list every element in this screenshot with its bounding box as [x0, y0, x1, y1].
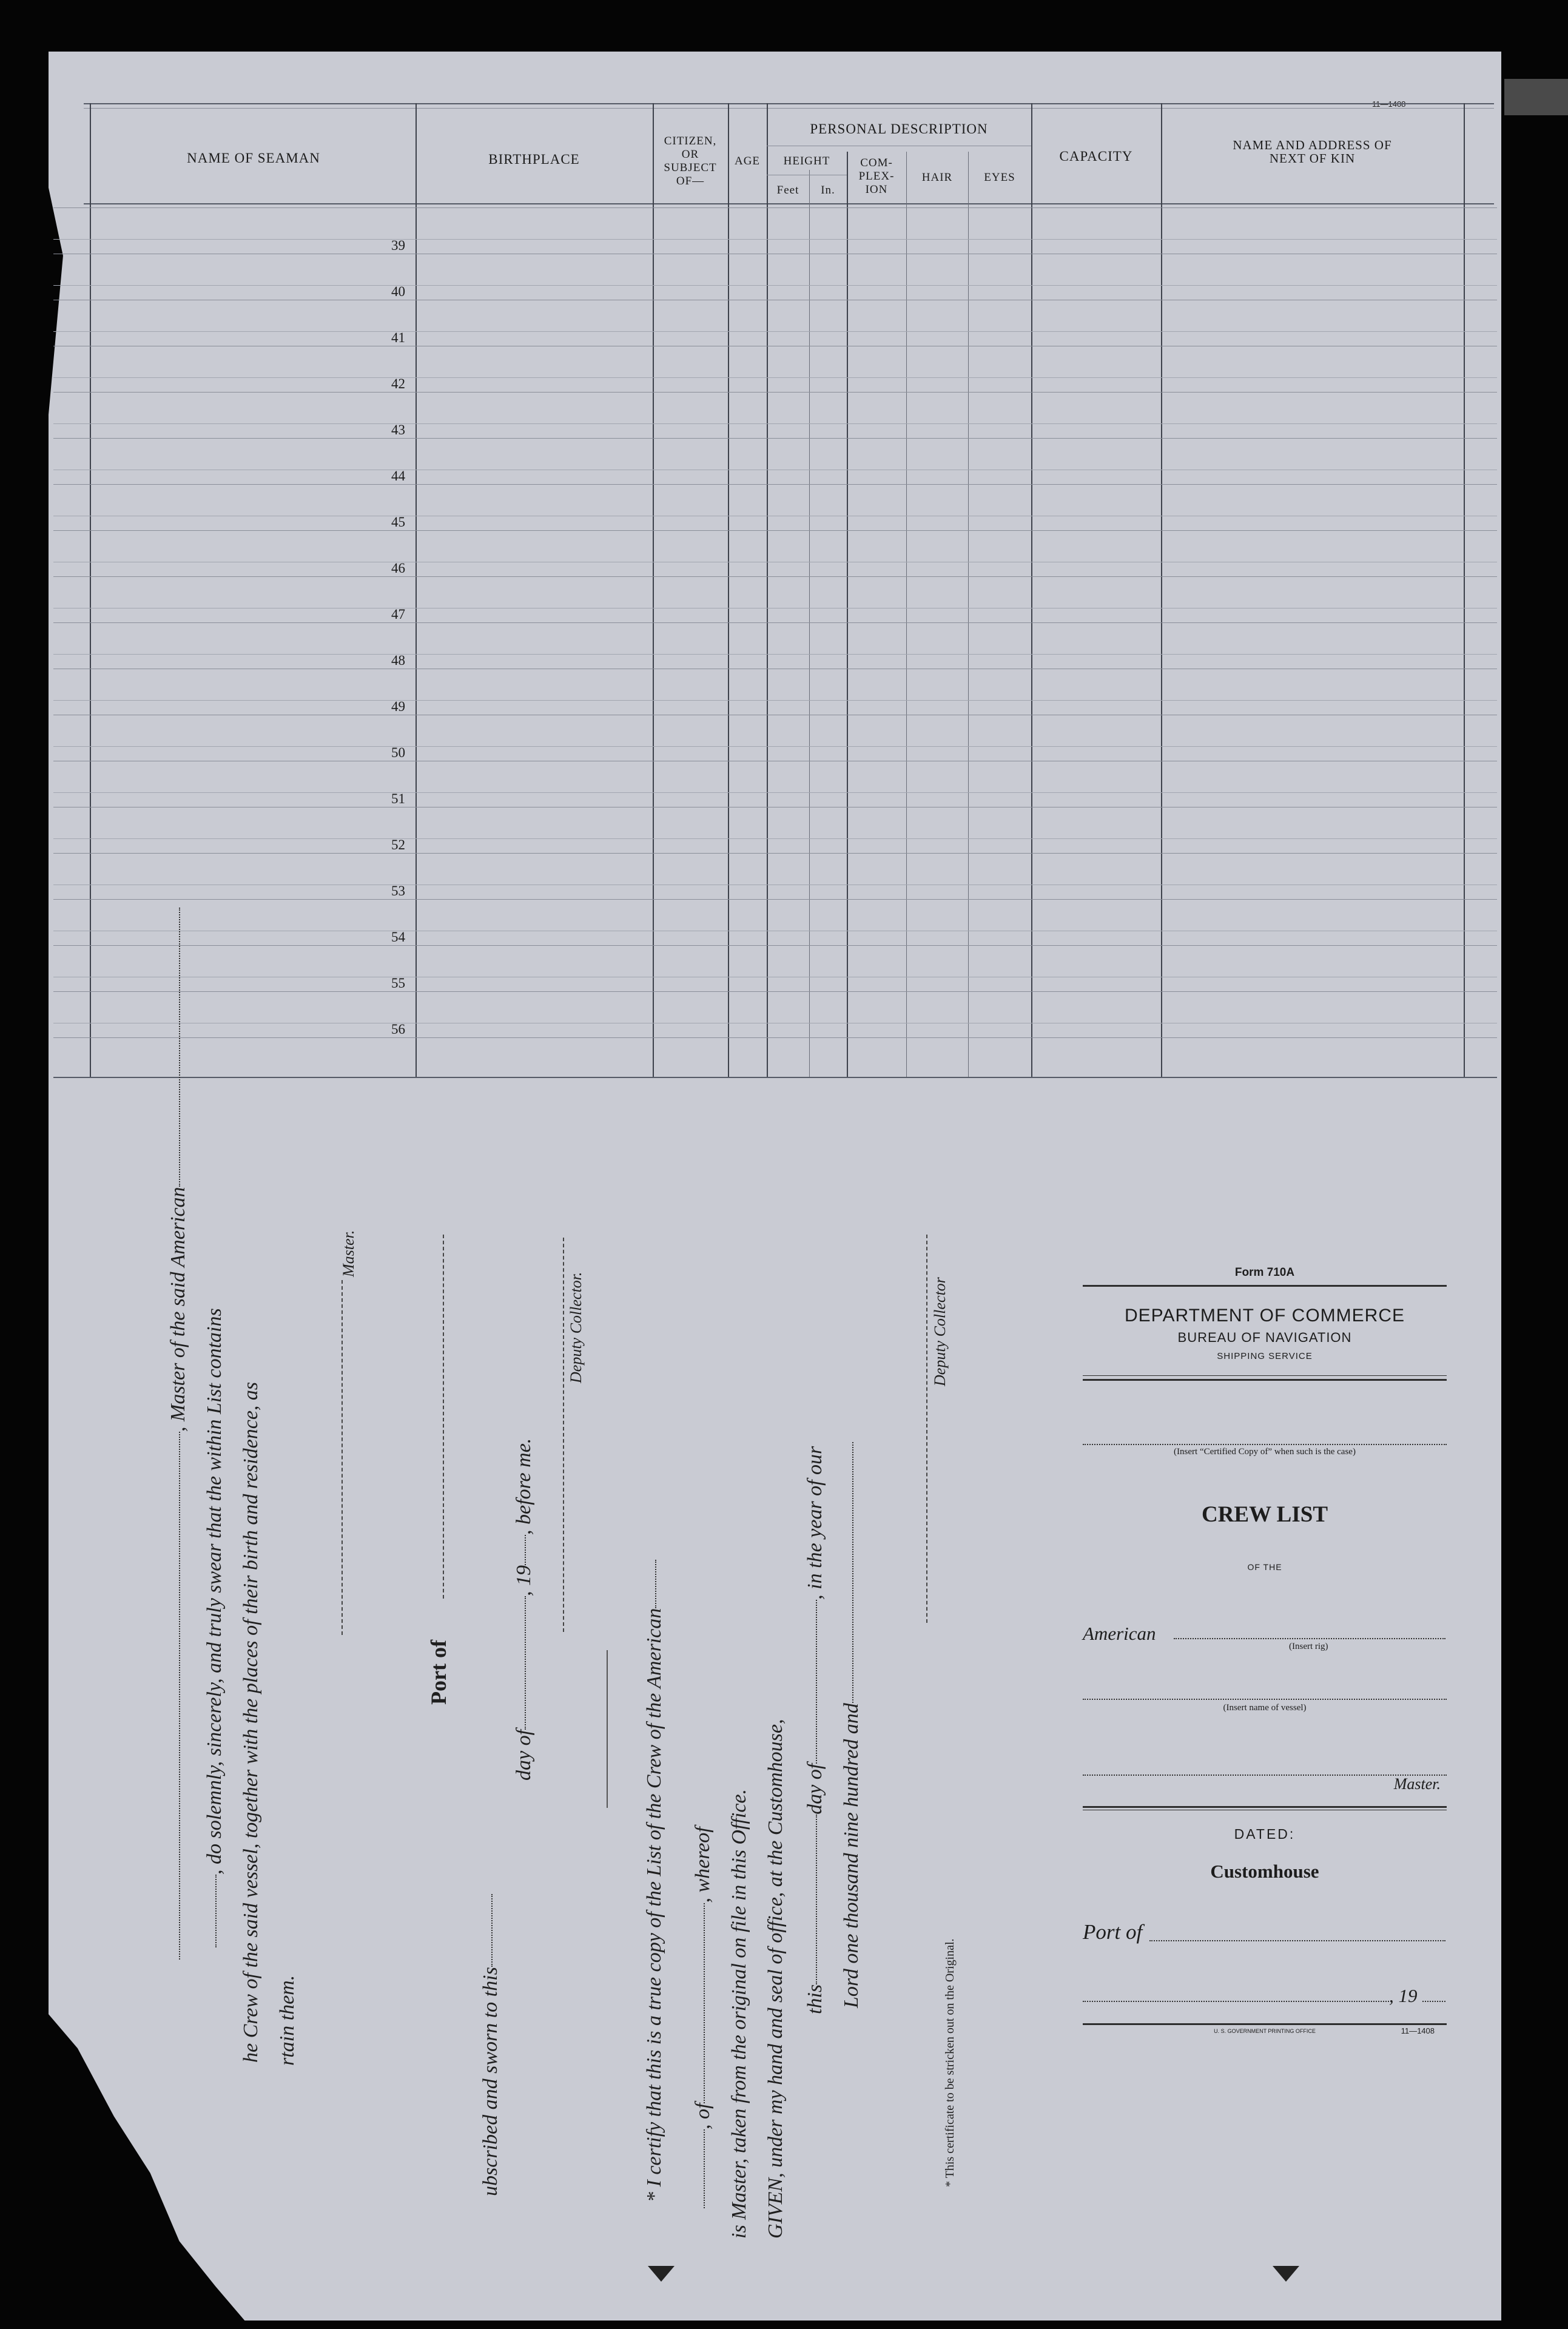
cert-lord-text: Lord one thousand nine hundred and: [840, 1703, 863, 2008]
row-number: 56: [391, 1022, 405, 1037]
header-complexion-l1: COM-: [860, 157, 893, 169]
header-age: AGE: [734, 155, 761, 167]
row-number: 42: [391, 376, 405, 391]
row-number: 49: [391, 699, 405, 714]
row-number: 41: [391, 330, 405, 345]
header-bottom-rule: [84, 203, 1494, 204]
table-bottom-rule: [53, 1077, 1497, 1078]
row-number: 46: [391, 561, 405, 576]
sheet-tab: [1504, 79, 1568, 115]
cover-printing-office: U. S. GOVERNMENT PRINTING OFFICE: [1214, 2028, 1316, 2034]
row-subrule: [53, 239, 1497, 240]
oath-name-blank: [179, 1432, 180, 1960]
cover-form-code-bottom: 11—1408: [1401, 2026, 1435, 2035]
row-number: 39: [391, 238, 405, 253]
cert-day-of-text: day of: [804, 1763, 826, 1815]
cert-of-text: , of: [691, 2103, 714, 2129]
oath-line-4: rtain them.: [276, 1975, 298, 2066]
header-complexion: [847, 157, 906, 197]
header-inches: In.: [821, 184, 835, 197]
cert-whereof-text: , whereof: [691, 1827, 714, 1903]
cert-blank-b: [704, 1903, 705, 2103]
cover-master-blank: [1083, 1775, 1447, 1776]
cover-certified-blank: [1083, 1444, 1447, 1445]
oath-subscribed: [479, 1894, 502, 2196]
cover-rule-4: [1083, 2023, 1447, 2025]
col-rule-hair: [906, 152, 907, 1077]
cover-rig-blank: [1174, 1638, 1445, 1639]
day-of-blank: [525, 1596, 526, 1730]
oath-port-of: Port of: [426, 1640, 451, 1705]
cover-port-of: Port of: [1083, 1920, 1143, 1944]
cert-line-2: is Master, taken from the original on file in this Office.: [728, 1788, 750, 2239]
oath-day-of-text: day of: [513, 1729, 535, 1781]
oath-master-label: Master.: [340, 1230, 357, 1277]
row-subrule: [53, 700, 1497, 701]
cert-blank-a: [704, 2129, 705, 2208]
header-kin-l2: NEXT OF KIN: [1269, 151, 1356, 166]
header-personal-description: PERSONAL DESCRIPTION: [810, 121, 988, 137]
oath-year-19: , 19: [513, 1565, 535, 1596]
cover-year-blank: [1422, 2001, 1445, 2002]
col-rule-eyes: [968, 152, 969, 1077]
cover-service: SHIPPING SERVICE: [1217, 1351, 1313, 1361]
row-subrule: [53, 377, 1497, 378]
header-complexion-l2: PLEX-: [858, 170, 895, 183]
row-number: 40: [391, 284, 405, 299]
row-number: 47: [391, 607, 405, 622]
header-citizen-l3: SUBJECT: [664, 161, 717, 174]
header-birthplace: BIRTHPLACE: [488, 152, 580, 167]
row-rule: [53, 207, 1497, 208]
oath-blank-2: [215, 1875, 217, 1947]
cover-year-19: , 19: [1389, 1985, 1418, 2006]
cert-collector-line: [926, 1235, 927, 1623]
col-rule-inches: [809, 170, 810, 1077]
row-number: 53: [391, 883, 405, 898]
cover-insert-vessel: (Insert name of vessel): [1223, 1703, 1307, 1713]
row-number: 48: [391, 653, 405, 668]
table-top-rule: [84, 103, 1494, 104]
header-complexion-l3: ION: [865, 183, 888, 196]
row-subrule: [53, 654, 1497, 655]
row-number: 55: [391, 976, 405, 991]
row-number: 50: [391, 745, 405, 760]
header-kin-l1: NAME AND ADDRESS OF: [1233, 138, 1392, 152]
header-capacity: CAPACITY: [1059, 149, 1133, 164]
cover-department: DEPARTMENT OF COMMERCE: [1124, 1306, 1405, 1326]
cover-crew-list: CREW LIST: [1201, 1502, 1328, 1527]
cert-deputy-collector: Deputy Collector: [931, 1277, 949, 1386]
cover-customhouse: Customhouse: [1210, 1861, 1319, 1882]
row-rule: [53, 1037, 1497, 1038]
cert-this-blank: [816, 1815, 817, 1984]
cert-lord: [840, 1442, 863, 2008]
cert-day-blank: [816, 1600, 817, 1764]
header-citizen-l4: OF—: [676, 175, 705, 187]
row-subrule: [53, 792, 1497, 793]
row-number: 44: [391, 468, 405, 484]
crew-table: [90, 103, 1496, 1080]
oath-line-2: [203, 1308, 226, 1947]
cert-footnote: * This certificate to be stricken out on the Original.: [943, 1938, 957, 2187]
bottom-mark-right: [1273, 2266, 1299, 2282]
cover-vessel-blank: [1083, 1699, 1447, 1700]
oath-line-3: he Crew of the said vessel, together with the places of their birth and residence, as: [240, 1381, 262, 2063]
row-rule: [53, 392, 1497, 393]
row-number: 54: [391, 929, 405, 945]
cover-port-blank: [1149, 1940, 1445, 1941]
oath-before-me: , before me.: [513, 1438, 535, 1535]
collector-signature-line: [563, 1238, 564, 1632]
oath-line-1: [167, 908, 190, 1960]
row-rule: [53, 438, 1497, 439]
cover-rule-1: [1083, 1285, 1447, 1287]
row-subrule: [53, 285, 1497, 286]
row-rule: [53, 622, 1497, 623]
form-code-top: 11—1408: [1372, 99, 1406, 109]
master-signature-line: [342, 1280, 343, 1635]
cert-in-year-text: , in the year of our: [804, 1446, 826, 1600]
header-height: HEIGHT: [783, 155, 830, 167]
cert-line-1-text: * I certify that this is a true copy of the List of the Crew of the American: [643, 1608, 665, 2202]
header-citizen: [654, 135, 727, 188]
cover-of-the: OF THE: [1247, 1562, 1282, 1572]
cover-insert-certified: (Insert “Certified Copy of” when such is the case): [1174, 1447, 1356, 1457]
row-subrule: [53, 838, 1497, 839]
cert-lord-blank: [852, 1442, 853, 1703]
row-rule: [53, 991, 1497, 992]
row-number: 45: [391, 514, 405, 530]
row-subrule: [53, 746, 1497, 747]
cert-this-day: [804, 1446, 827, 2014]
cover-insert-rig: (Insert rig): [1289, 1642, 1328, 1651]
cover-rule-2a: [1083, 1375, 1447, 1376]
cert-this-text: this: [804, 1984, 826, 2014]
oath-line-1-text: , Master of the said American: [167, 1187, 189, 1432]
row-rule: [53, 484, 1497, 485]
row-rule: [53, 945, 1497, 946]
row-subrule: [53, 423, 1497, 424]
header-next-of-kin: [1161, 138, 1464, 165]
row-number: 51: [391, 791, 405, 806]
header-hair: HAIR: [921, 171, 953, 184]
row-subrule: [53, 331, 1497, 332]
row-rule: [53, 576, 1497, 577]
row-number: 52: [391, 837, 405, 852]
oath-day-of: [513, 1438, 536, 1781]
header-feet: Feet: [776, 184, 799, 197]
cover-rule-3a: [1083, 1806, 1447, 1808]
port-blank-line: [443, 1235, 444, 1599]
cert-line-3: GIVEN, under my hand and seal of office, at the Customhouse,: [764, 1719, 787, 2239]
oath-deputy-collector: Deputy Collector.: [567, 1272, 585, 1383]
row-rule: [53, 899, 1497, 900]
oath-vessel-blank: [179, 908, 180, 1187]
cover-panel: [1083, 1262, 1447, 2051]
table-top-rule-2: [84, 108, 1494, 109]
cover-bureau: BUREAU OF NAVIGATION: [1177, 1330, 1352, 1345]
cover-dated: DATED:: [1234, 1826, 1296, 1842]
header-citizen-l1: CITIZEN,: [664, 135, 717, 147]
row-rule: [53, 530, 1497, 531]
cover-rule-2b: [1083, 1379, 1447, 1381]
row-number: 43: [391, 422, 405, 437]
cover-master: Master.: [1393, 1775, 1441, 1793]
cert-line-1: [643, 1560, 666, 2202]
col-rule-complexion: [847, 152, 848, 1077]
row-rule: [53, 853, 1497, 854]
header-eyes: EYES: [984, 171, 1015, 184]
year-blank: [525, 1535, 526, 1565]
cert-vessel-blank: [655, 1560, 656, 1608]
oath-line-2-text: , do solemnly, sincerely, and truly swear that the within List contains: [203, 1308, 226, 1875]
cert-line-of: [691, 1827, 715, 2208]
oath-separator: [607, 1650, 608, 1808]
oath-subscribed-text: ubscribed and sworn to this: [479, 1967, 502, 2196]
header-name-of-seaman: NAME OF SEAMAN: [187, 150, 320, 166]
cover-form-number: Form 710A: [1234, 1266, 1295, 1279]
bottom-mark-left: [648, 2266, 675, 2282]
cover-date-blank: [1083, 2001, 1389, 2002]
header-citizen-l2: OR: [681, 148, 699, 161]
cover-american: American: [1083, 1623, 1156, 1644]
subscribed-day-blank: [491, 1894, 493, 1967]
